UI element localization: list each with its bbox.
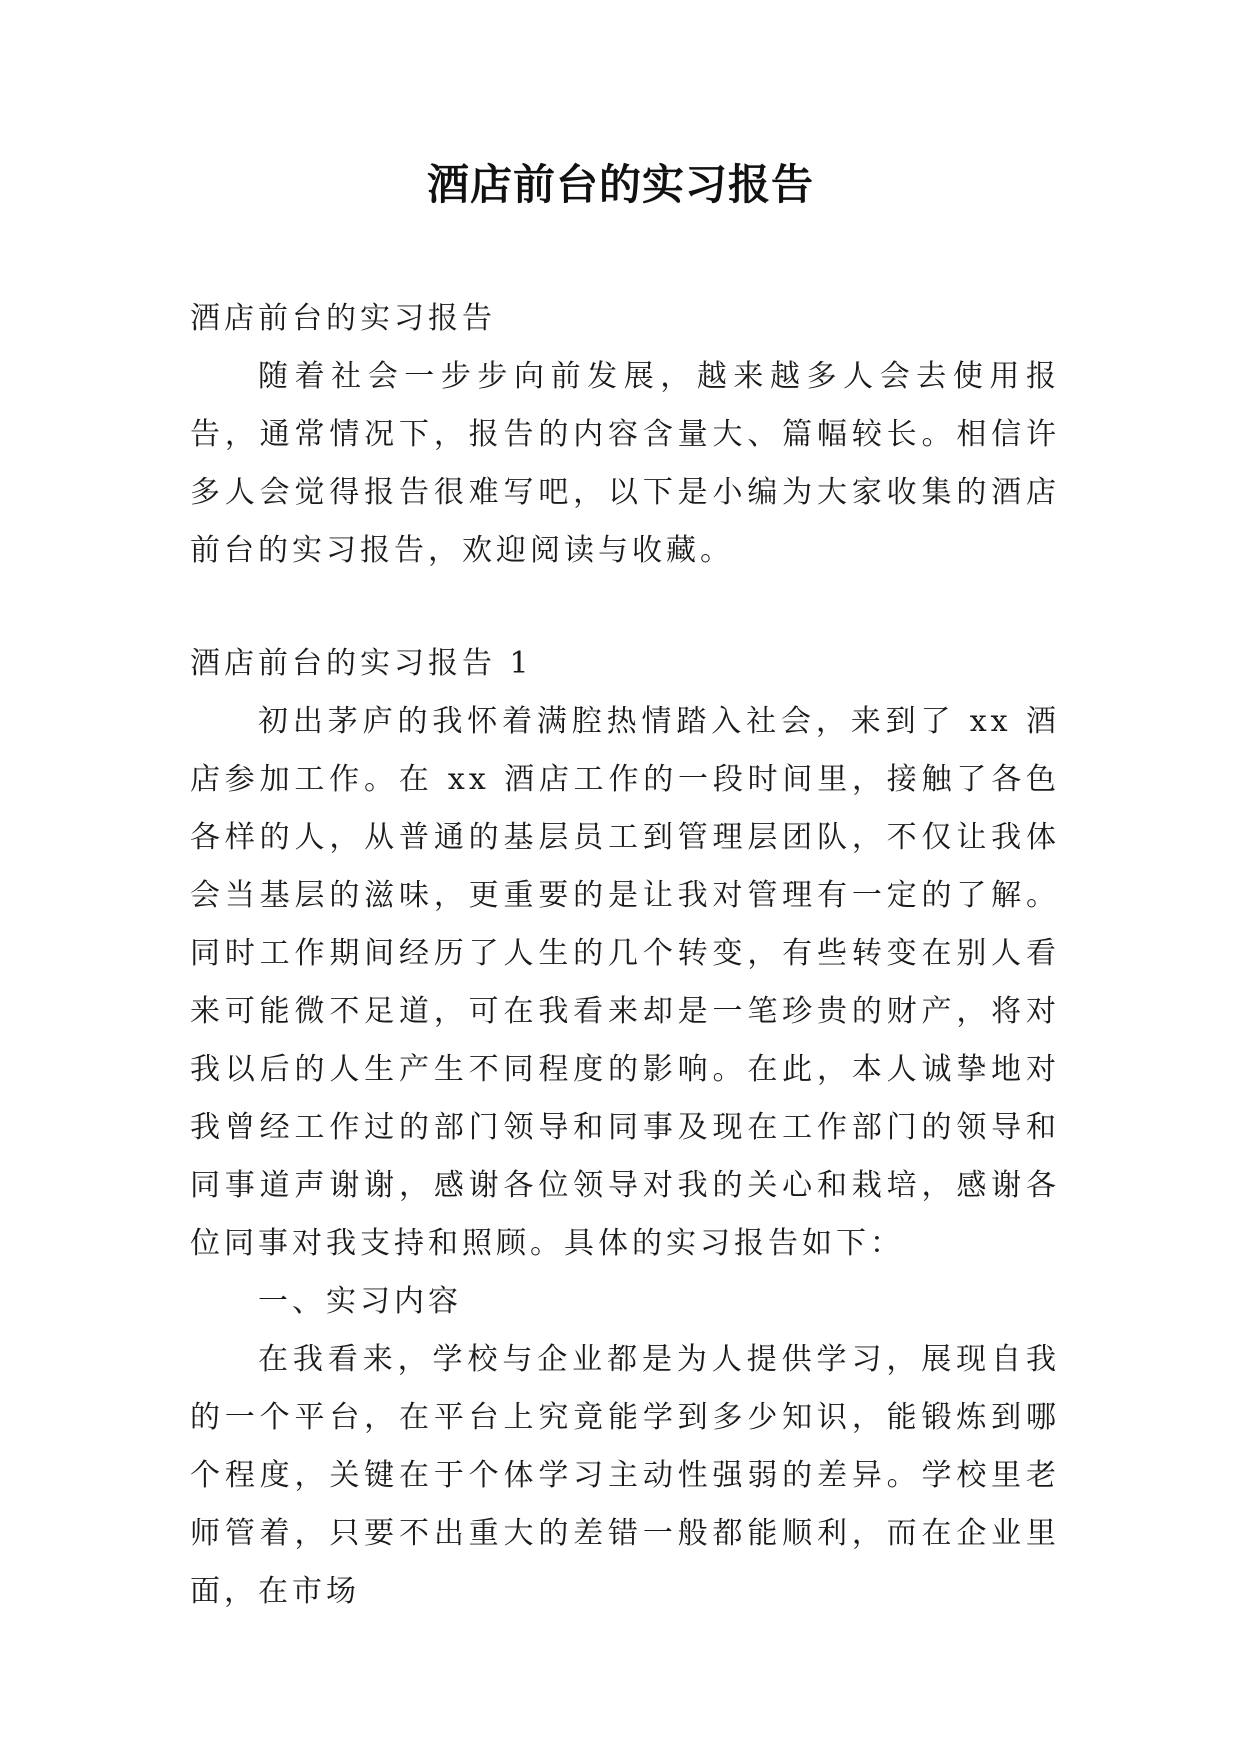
intro-heading: 酒店前台的实习报告: [190, 301, 496, 336]
intro-paragraph: 随着社会一步步向前发展，越来越多人会去使用报告，通常情况下，报告的内容含量大、篇幅较长。相信许多人会觉得报告很难写吧，以下是小编为大家收集的酒店前台的实习报告，欢迎阅读与收藏。: [190, 359, 1060, 568]
section-heading: 酒店前台的实习报告 1: [190, 646, 533, 681]
section-paragraph: 初出茅庐的我怀着满腔热情踏入社会，来到了 xx 酒店参加工作。在 xx 酒店工作的一段时间里，接触了各色各样的人，从普通的基层员工到管理层团队，不仅让我体会当基层的滋味，更重要的是让我对管理有一定的了解。同时工作期间经历了人生的几个转变，有些转变在别人看来可能微不足道，可在我看来却是一笔珍贵的财产，将对我以后的人生产生不同程度的影响。在此，本人诚挚地对我曾经工作过的部门领导和同事及现在工作部门的领导和同事道声谢谢，感谢各位领导对我的关心和栽培，感谢各位同事对我支持和照顾。具体的实习报告如下：: [190, 704, 1060, 1261]
document-title: 酒店前台的实习报告: [426, 160, 814, 209]
intro-section: [190, 290, 1060, 580]
section-paragraph-2: 在我看来，学校与企业都是为人提供学习，展现自我的一个平台，在平台上究竟能学到多少知识，能锻炼到哪个程度，关键在于个体学习主动性强弱的差异。学校里老师管着，只要不出重大的差错一般都能顺利，而在企业里面，在市场: [190, 1342, 1060, 1609]
report-section-1: [190, 635, 1060, 1621]
section-subheading: 一、实习内容: [258, 1284, 462, 1319]
